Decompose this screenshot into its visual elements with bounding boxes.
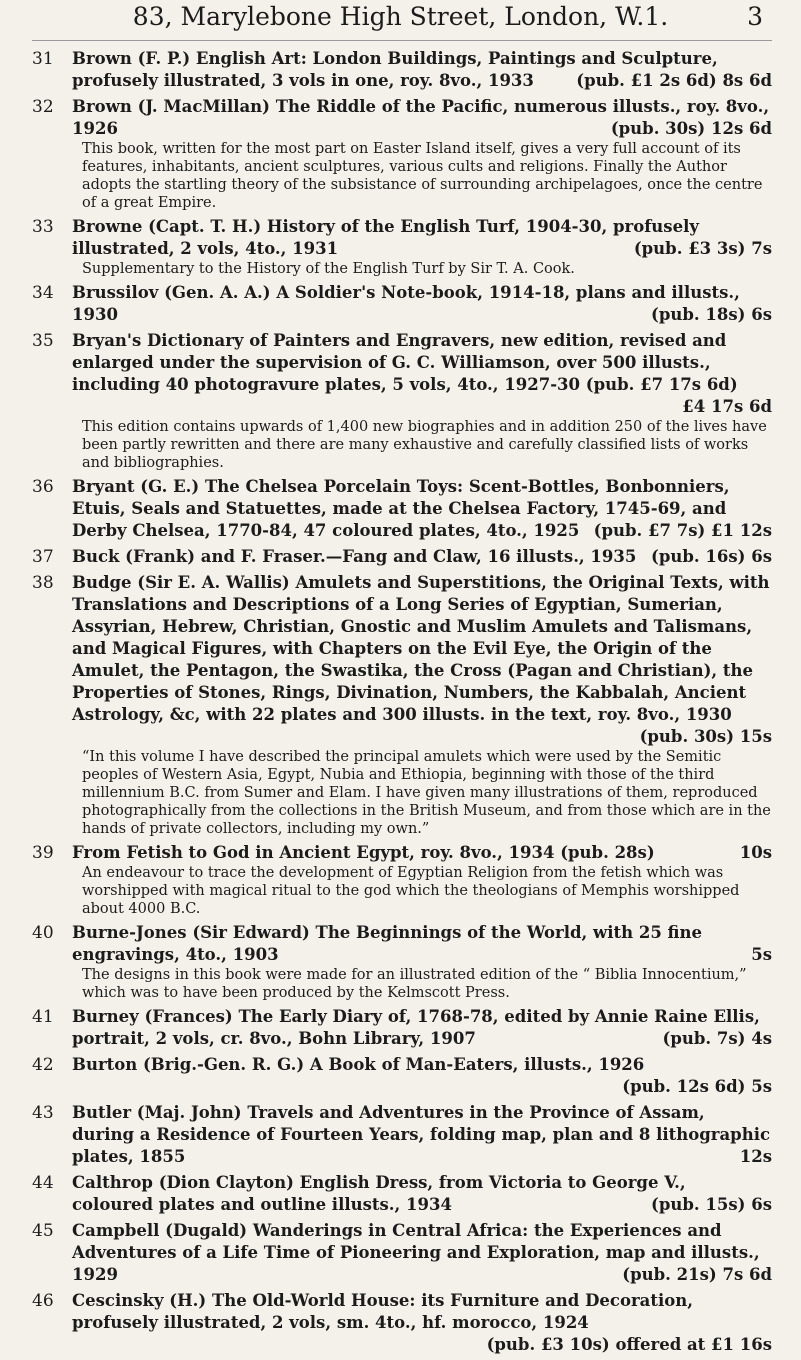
catalogue-entry (32, 572, 772, 838)
entry-note: Supplementary to the History of the English Turf by Sir T. A. Cook. (82, 261, 575, 277)
entry-description: Browne (Capt. T. H.) History of the English Turf, 1904-30, profusely illustrated, 2 vols, 4to., 1931 (72, 217, 699, 258)
entry-number: 41 (32, 1007, 54, 1027)
entry-number: 39 (32, 843, 54, 863)
catalogue-entry (32, 48, 772, 92)
entry-price: 10s (739, 843, 772, 862)
catalogue-entry (32, 282, 772, 326)
catalogue-entry (32, 546, 772, 568)
entry-price: (pub. £7 7s) £1 12s (593, 521, 772, 540)
catalogue-entry (32, 1102, 772, 1168)
entry-price: (pub. 18s) 6s (651, 305, 772, 324)
entry-price: (pub. 16s) 6s (651, 547, 772, 566)
entry-number: 44 (32, 1173, 54, 1193)
entry-description: Bryan's Dictionary of Painters and Engravers, new edition, revised and enlarged under the supervision of G. C. Williamson, over 500 illusts., including 40 photogravure plates, 5 vols, 4to., 1927-30 (pub. £7 17s 6d) (72, 331, 738, 394)
catalogue-entry (32, 476, 772, 542)
catalogue-entry (32, 216, 772, 278)
entry-list (32, 48, 772, 1360)
entry-description: Burney (Frances) The Early Diary of, 1768-78, edited by Annie Raine Ellis, portrait, 2 vols, cr. 8vo., Bohn Library, 1907 (72, 1007, 760, 1048)
entry-price: (pub. 12s 6d) 5s (622, 1077, 772, 1096)
entry-description: Brussilov (Gen. A. A.) A Soldier's Note-book, 1914-18, plans and illusts., 1930 (72, 283, 740, 324)
entry-price: (pub. 7s) 4s (662, 1029, 772, 1048)
page-header (0, 2, 801, 32)
entry-number: 40 (32, 923, 54, 943)
catalogue-entry (32, 1172, 772, 1216)
entry-number: 34 (32, 283, 54, 303)
entry-description: Buck (Frank) and F. Fraser.—Fang and Claw, 16 illusts., 1935 (72, 547, 637, 566)
entry-number: 38 (32, 573, 54, 593)
entry-price: (pub. £3 10s) offered at £1 16s (486, 1335, 772, 1354)
catalogue-entry (32, 842, 772, 918)
entry-number: 46 (32, 1291, 54, 1311)
entry-number: 37 (32, 547, 54, 567)
entry-note: An endeavour to trace the development of Egyptian Religion from the fetish which was worshipped with magical ritual to the god which the theologians of Memphis worshipped about 4000 B.C. (82, 865, 740, 917)
entry-description: Campbell (Dugald) Wanderings in Central Africa: the Experiences and Adventures of a Life Time of Pioneering and Exploration, map and illusts., 1929 (72, 1221, 760, 1284)
entry-note: “In this volume I have described the principal amulets which were used by the Semitic peoples of Western Asia, Egypt, Nubia and Ethiopia, beginning with those of the third millennium B.C. from Sumer and Elam. I have given many illustrations of them, reproduced photographically from the collections in the British Museum, and from those which are in the hands of private collectors, including my own.” (82, 749, 771, 837)
entry-price: 5s (751, 945, 772, 964)
entry-number: 45 (32, 1221, 54, 1241)
entry-note: This edition contains upwards of 1,400 new biographies and in addition 250 of the lives have been partly rewritten and there are many exhaustive and carefully classified lists of works and bibliographies. (82, 419, 767, 471)
header-title: 83, Marylebone High Street, London, W.1. (132, 2, 669, 31)
entry-price: (pub. 30s) 12s 6d (610, 119, 772, 138)
entry-description: Budge (Sir E. A. Wallis) Amulets and Superstitions, the Original Texts, with Translations and Descriptions of a Long Series of Egyptian, Sumerian, Assyrian, Hebrew, Christian, Gnostic and Muslim Amulets and Talismans, and Magical Figures, with Chapters on the Evil Eye, the Origin of the Amulet, the Pentagon, the Swastika, the Cross (Pagan and Christian), the Properties of Stones, Rings, Divination, Numbers, the Kabbalah, Ancient Astrology, &c, with 22 plates and 300 illusts. in the text, roy. 8vo., 1930 (72, 573, 770, 724)
entry-description: Burton (Brig.-Gen. R. G.) A Book of Man-Eaters, illusts., 1926 (72, 1055, 645, 1074)
entry-description: Burne-Jones (Sir Edward) The Beginnings of the World, with 25 fine engravings, 4to., 1903 (72, 923, 703, 964)
entry-number: 31 (32, 49, 54, 69)
entry-description: Cescinsky (H.) The Old-World House: its Furniture and Decoration, profusely illustrated, 2 vols, sm. 4to., hf. morocco, 1924 (72, 1291, 693, 1332)
catalogue-entry (32, 1006, 772, 1050)
catalogue-entry (32, 1290, 772, 1356)
entry-number: 43 (32, 1103, 54, 1123)
entry-price: (pub. 30s) 15s (639, 727, 772, 746)
entry-number: 42 (32, 1055, 54, 1075)
catalogue-entry (32, 1054, 772, 1098)
catalogue-entry (32, 1220, 772, 1286)
entry-price: (pub. £1 2s 6d) 8s 6d (576, 71, 772, 90)
entry-description: Butler (Maj. John) Travels and Adventures in the Province of Assam, during a Residence of Fourteen Years, folding map, plan and 8 lithographic plates, 1855 (72, 1103, 771, 1166)
entry-description: Brown (F. P.) English Art: London Buildings, Paintings and Sculpture, profusely illustrated, 3 vols in one, roy. 8vo., 1933 (72, 49, 718, 90)
catalogue-entry (32, 922, 772, 1002)
entry-number: 33 (32, 217, 54, 237)
entry-price: 12s (739, 1147, 772, 1166)
entry-price: (pub. £3 3s) 7s (633, 239, 772, 258)
entry-price: (pub. 21s) 7s 6d (622, 1265, 772, 1284)
entry-number: 36 (32, 477, 54, 497)
page-number: 3 (747, 2, 763, 31)
header-rule (32, 40, 772, 41)
entry-price: £4 17s 6d (682, 397, 772, 416)
entry-number: 32 (32, 97, 54, 117)
catalogue-entry (32, 330, 772, 472)
entry-description: Bryant (G. E.) The Chelsea Porcelain Toys: Scent-Bottles, Bonbonniers, Etuis, Seals and Statuettes, made at the Chelsea Factory, 1745-69, and Derby Chelsea, 1770-84, 47 coloured plates, 4to., 1925 (72, 477, 730, 540)
entry-number: 35 (32, 331, 54, 351)
entry-note: The designs in this book were made for an illustrated edition of the “ Biblia Innocentium,” which was to have been produced by the Kelmscott Press. (82, 967, 747, 1001)
entry-note: This book, written for the most part on Easter Island itself, gives a very full account of its features, inhabitants, ancient sculptures, various cults and religions. Finally the Author adopts the startling theory of the subsistance of surrounding archipelagoes, once the centre of a great Empire. (82, 141, 763, 211)
entry-description: Brown (J. MacMillan) The Riddle of the Pacific, numerous illusts., roy. 8vo., 1926 (72, 97, 770, 138)
entry-description: From Fetish to God in Ancient Egypt, roy. 8vo., 1934 (pub. 28s) (72, 843, 655, 862)
entry-price: (pub. 15s) 6s (651, 1195, 772, 1214)
entry-description: Calthrop (Dion Clayton) English Dress, from Victoria to George V., coloured plates and outline illusts., 1934 (72, 1173, 686, 1214)
catalogue-entry (32, 96, 772, 212)
